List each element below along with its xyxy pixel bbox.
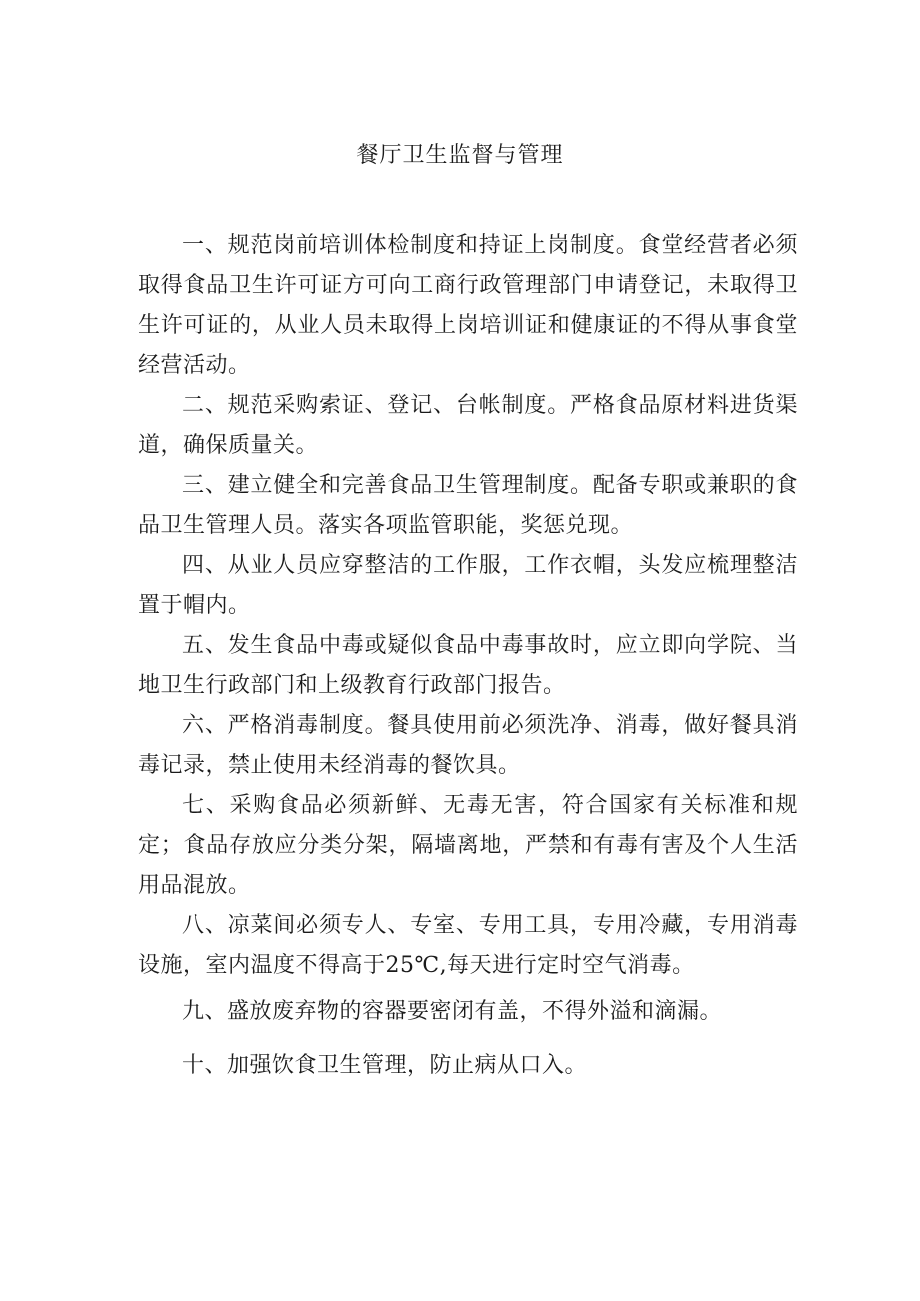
paragraph-9: 九、盛放废弃物的容器要密闭有盖，不得外溢和滴漏。: [182, 999, 723, 1024]
paragraph-8: 八、凉菜间必须专人、专室、专用工具，专用冷藏，专用消毒设施，室内温度不得高于25℃,每天进行定时空气消毒。: [138, 913, 798, 978]
paragraph-2: 二、规范采购索证、登记、台帐制度。严格食品原材料进货渠道，确保质量关。: [138, 393, 798, 458]
paragraph-10: 十、加强饮食卫生管理，防止病从口入。: [182, 1053, 588, 1078]
paragraph-6: 六、严格消毒制度。餐具使用前必须洗净、消毒，做好餐具消毒记录，禁止使用未经消毒的餐饮具。: [138, 713, 798, 778]
paragraph-5: 五、发生食品中毒或疑似食品中毒事故时，应立即向学院、当地卫生行政部门和上级教育行政部门报告。: [138, 633, 798, 698]
document-body: [138, 226, 798, 1086]
document-title: 餐厅卫生监督与管理: [356, 143, 564, 168]
paragraph-3: 三、建立健全和完善食品卫生管理制度。配备专职或兼职的食品卫生管理人员。落实各项监管职能，奖惩兑现。: [138, 473, 798, 538]
paragraph-1: 一、规范岗前培训体检制度和持证上岗制度。食堂经营者必须取得食品卫生许可证方可向工商行政管理部门申请登记，未取得卫生许可证的，从业人员未取得上岗培训证和健康证的不得从事食堂经营活动。: [138, 233, 798, 378]
paragraph-4: 四、从业人员应穿整洁的工作服，工作衣帽，头发应梳理整洁置于帽内。: [138, 553, 798, 618]
paragraph-7: 七、采购食品必须新鲜、无毒无害，符合国家有关标准和规定；食品存放应分类分架，隔墙离地，严禁和有毒有害及个人生活用品混放。: [138, 793, 798, 898]
